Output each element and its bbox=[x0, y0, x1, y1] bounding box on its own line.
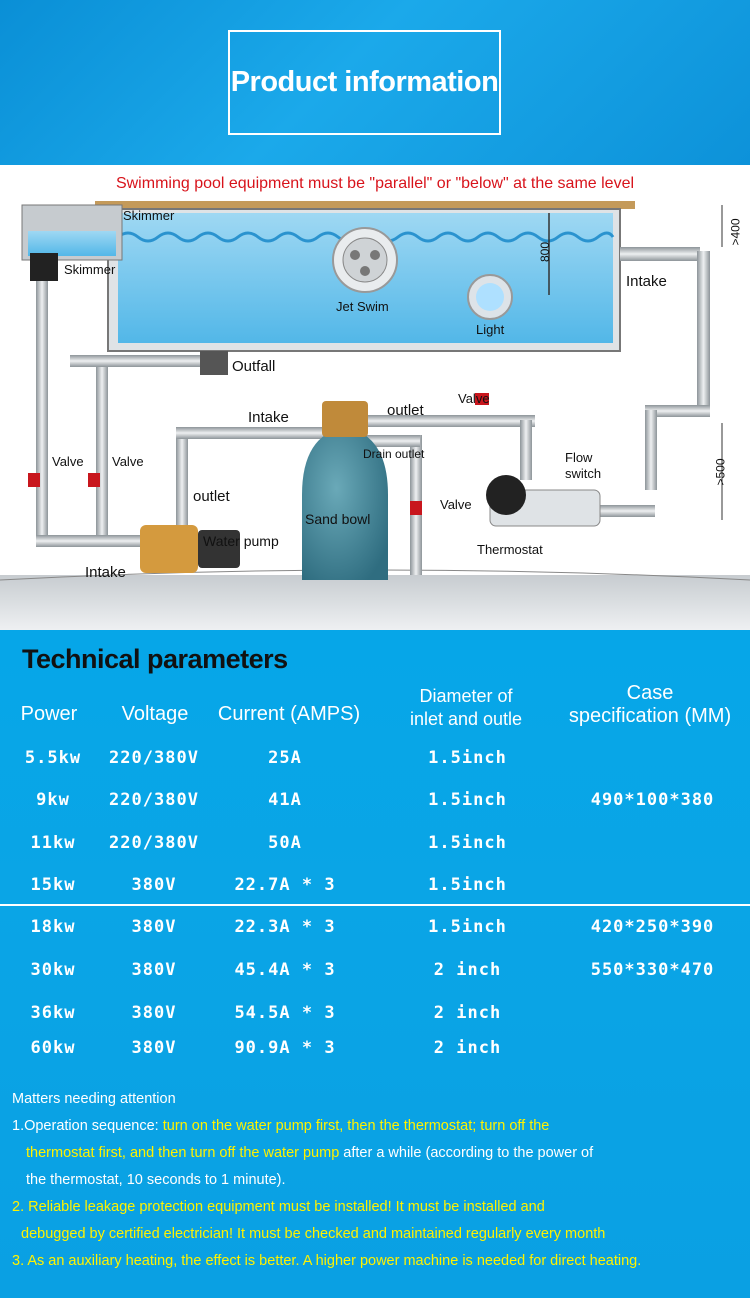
note-1-prefix: 1.Operation sequence: bbox=[12, 1118, 163, 1134]
installation-warning: Swimming pool equipment must be "parallel" or "below" at the same level bbox=[115, 175, 635, 192]
pool-diagram bbox=[0, 165, 750, 630]
label-intake-mid: Intake bbox=[248, 409, 289, 426]
section-title: Technical parameters bbox=[22, 644, 288, 674]
note-1-highlight-2: thermostat first, and then turn off the water pump bbox=[26, 1145, 340, 1161]
label-outlet-left: outlet bbox=[193, 488, 230, 505]
cell-current: 25A bbox=[268, 748, 302, 768]
cell-diameter: 1.5inch bbox=[428, 917, 507, 937]
pool-diagram-graphic bbox=[0, 165, 750, 630]
cell-diameter: 2 inch bbox=[433, 1038, 502, 1058]
cell-power: 15kw bbox=[30, 875, 76, 895]
label-thermostat: Thermostat bbox=[477, 542, 543, 557]
label-drain-outlet: Drain outlet bbox=[363, 447, 425, 461]
cell-current: 41A bbox=[268, 790, 302, 810]
cell-diameter: 2 inch bbox=[433, 960, 502, 980]
label-valve-right: Valve bbox=[440, 497, 472, 512]
notes-section bbox=[12, 1086, 742, 1275]
cell-current: 90.9A * 3 bbox=[234, 1038, 336, 1058]
cell-power: 36kw bbox=[30, 1003, 76, 1023]
header-voltage: Voltage bbox=[121, 703, 189, 725]
label-valve-top: Valve bbox=[458, 391, 490, 406]
label-water-pump: Water pump bbox=[203, 533, 279, 549]
header-current: Current (AMPS) bbox=[217, 703, 361, 725]
label-skimmer-side: Skimmer bbox=[64, 262, 116, 277]
cell-case-3: 550*330*470 bbox=[590, 960, 715, 980]
cell-diameter: 1.5inch bbox=[428, 790, 507, 810]
table-divider bbox=[0, 904, 750, 906]
header-case: Case specification (MM) bbox=[568, 682, 732, 727]
label-skimmer-top: Skimmer bbox=[123, 208, 175, 223]
label-valve-left-1: Valve bbox=[52, 454, 84, 469]
note-3: 3. As an auxiliary heating, the effect is better. A higher power machine is needed for direct heating. bbox=[12, 1253, 642, 1269]
note-1-end: the thermostat, 10 seconds to 1 minute). bbox=[26, 1172, 286, 1188]
note-1-continued bbox=[12, 1140, 742, 1167]
cell-diameter: 2 inch bbox=[433, 1003, 502, 1023]
note-2: 2. Reliable leakage protection equipment must be installed! It must be installed and bbox=[12, 1199, 545, 1215]
label-height-400: >400 bbox=[728, 218, 743, 246]
label-sand-bowl: Sand bowl bbox=[305, 511, 371, 527]
cell-current: 22.3A * 3 bbox=[234, 917, 336, 937]
cell-voltage: 380V bbox=[131, 917, 177, 937]
cell-case-2: 420*250*390 bbox=[590, 917, 715, 937]
cell-current: 50A bbox=[268, 833, 302, 853]
cell-power: 30kw bbox=[30, 960, 76, 980]
cell-voltage: 220/380V bbox=[109, 748, 199, 768]
label-flow-switch: Flow switch bbox=[565, 450, 602, 481]
cell-power: 18kw bbox=[30, 917, 76, 937]
label-valve-left-2: Valve bbox=[112, 454, 144, 469]
label-jet-swim: Jet Swim bbox=[336, 299, 389, 314]
cell-diameter: 1.5inch bbox=[428, 833, 507, 853]
cell-current: 22.7A * 3 bbox=[234, 875, 336, 895]
cell-voltage: 220/380V bbox=[109, 833, 199, 853]
note-1-suffix: after a while (according to the power of bbox=[339, 1145, 594, 1161]
label-intake-right: Intake bbox=[626, 273, 667, 290]
header-diameter: Diameter of inlet and outle bbox=[409, 686, 523, 729]
note-2-continued: debugged by certified electrician! It must be checked and maintained regularly every month bbox=[21, 1226, 606, 1242]
header-banner bbox=[0, 0, 750, 165]
label-intake-bottom: Intake bbox=[85, 564, 126, 581]
cell-power: 60kw bbox=[30, 1038, 76, 1058]
label-outlet-mid: outlet bbox=[387, 402, 424, 419]
cell-voltage: 380V bbox=[131, 1038, 177, 1058]
note-1 bbox=[12, 1113, 742, 1140]
label-depth-800: 800 bbox=[538, 241, 553, 263]
cell-voltage: 380V bbox=[131, 875, 177, 895]
label-outfall: Outfall bbox=[232, 358, 276, 375]
cell-case-1: 490*100*380 bbox=[590, 790, 715, 810]
cell-voltage: 220/380V bbox=[109, 790, 199, 810]
cell-current: 54.5A * 3 bbox=[234, 1003, 336, 1023]
cell-power: 11kw bbox=[30, 833, 76, 853]
cell-diameter: 1.5inch bbox=[428, 875, 507, 895]
notes-heading: Matters needing attention bbox=[12, 1091, 176, 1107]
technical-parameters-section bbox=[0, 630, 750, 1298]
cell-diameter: 1.5inch bbox=[428, 748, 507, 768]
page-title: Product information bbox=[228, 30, 501, 135]
cell-power: 5.5kw bbox=[24, 748, 82, 768]
label-light: Light bbox=[476, 322, 505, 337]
note-1-highlight: turn on the water pump first, then the thermostat; turn off the bbox=[162, 1118, 550, 1134]
cell-power: 9kw bbox=[36, 790, 70, 810]
cell-current: 45.4A * 3 bbox=[234, 960, 336, 980]
cell-voltage: 380V bbox=[131, 1003, 177, 1023]
header-power: Power bbox=[20, 703, 78, 725]
label-height-500: >500 bbox=[713, 458, 728, 486]
cell-voltage: 380V bbox=[131, 960, 177, 980]
